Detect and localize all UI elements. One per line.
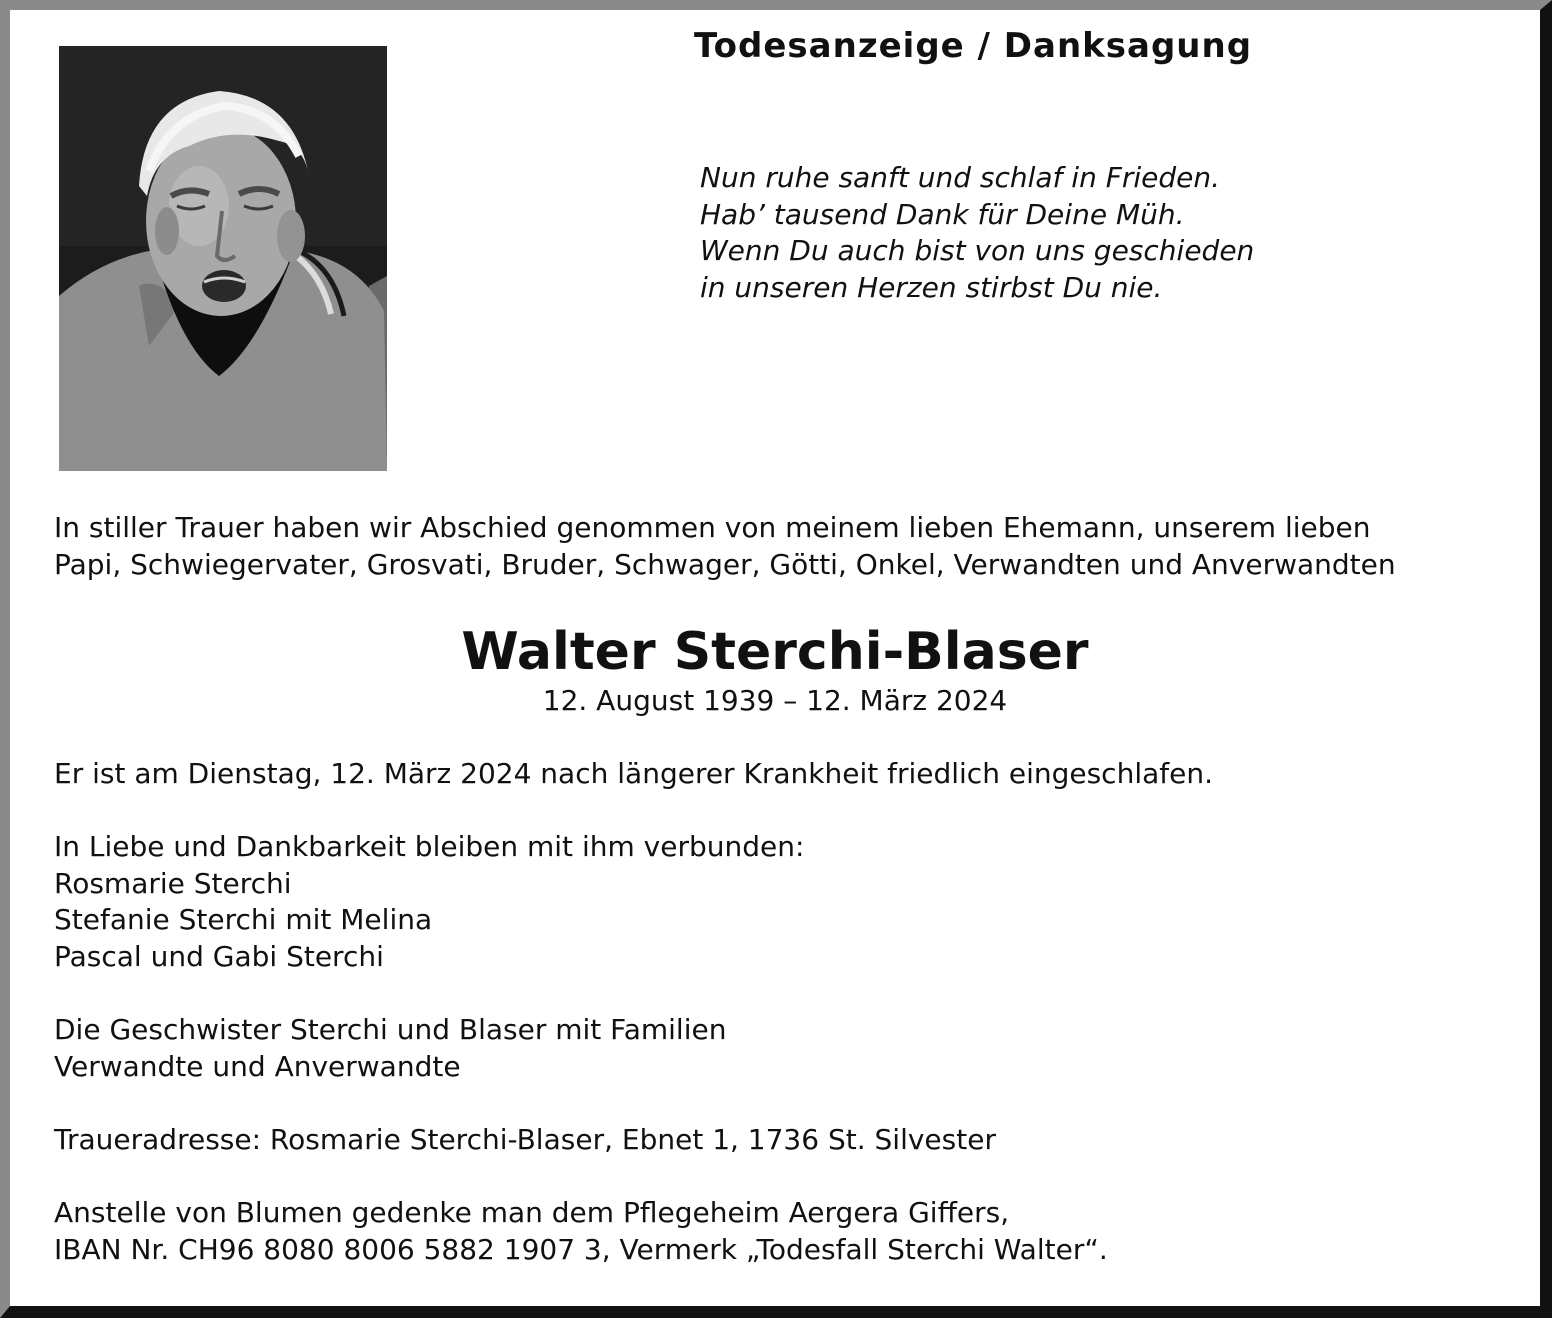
- mourner-name: Rosmarie Sterchi: [54, 866, 292, 900]
- verse-line: in unseren Herzen stirbst Du nie.: [700, 270, 1163, 304]
- passing-statement-text: Er ist am Dienstag, 12. März 2024 nach längerer Krankheit friedlich eingeschlafen.: [54, 757, 1213, 790]
- memorial-verse: [700, 160, 1254, 306]
- donation-line: IBAN Nr. CH96 8080 8006 5882 1907 3, Vermerk „Todesfall Sterchi Walter“.: [54, 1232, 1108, 1266]
- mourners-intro: In Liebe und Dankbarkeit bleiben mit ihm verbunden:: [54, 830, 805, 863]
- verse-line: Nun ruhe sanft und schlaf in Frieden.: [700, 161, 1220, 194]
- intro-line: Papi, Schwiegervater, Grosvati, Bruder, Schwager, Götti, Onkel, Verwandten und Anverwandten: [54, 547, 1396, 581]
- relatives-line: Die Geschwister Sterchi und Blaser mit Familien: [54, 1013, 727, 1046]
- notice-heading: Todesanzeige / Danksagung: [694, 26, 1253, 66]
- donation-note: [54, 1195, 1108, 1268]
- verse-line: Wenn Du auch bist von uns geschieden: [700, 234, 1255, 267]
- deceased-name: Walter Sterchi-Blaser: [461, 622, 1089, 682]
- verse-line: Hab’ tausend Dank für Deine Müh.: [700, 197, 1185, 231]
- relatives-list: [54, 1012, 726, 1085]
- intro-paragraph: [54, 510, 1396, 583]
- mourners-list: [54, 829, 804, 975]
- mourning-address: [54, 1122, 996, 1159]
- donation-line: Anstelle von Blumen gedenke man dem Pflegeheim Aergera Giffers,: [54, 1196, 1010, 1229]
- mourner-name: Pascal und Gabi Sterchi: [54, 939, 384, 973]
- mourning-address-text: Traueradresse: Rosmarie Sterchi-Blaser, Ebnet 1, 1736 St. Silvester: [54, 1123, 996, 1156]
- relatives-line: Verwandte und Anverwandte: [54, 1049, 461, 1083]
- passing-statement: [54, 756, 1213, 793]
- intro-line: In stiller Trauer haben wir Abschied genommen von meinem lieben Ehemann, unserem lieben: [54, 511, 1371, 544]
- portrait-photo: [59, 46, 387, 471]
- mourner-name: Stefanie Sterchi mit Melina: [54, 903, 433, 936]
- life-dates: 12. August 1939 – 12. März 2024: [542, 684, 1008, 717]
